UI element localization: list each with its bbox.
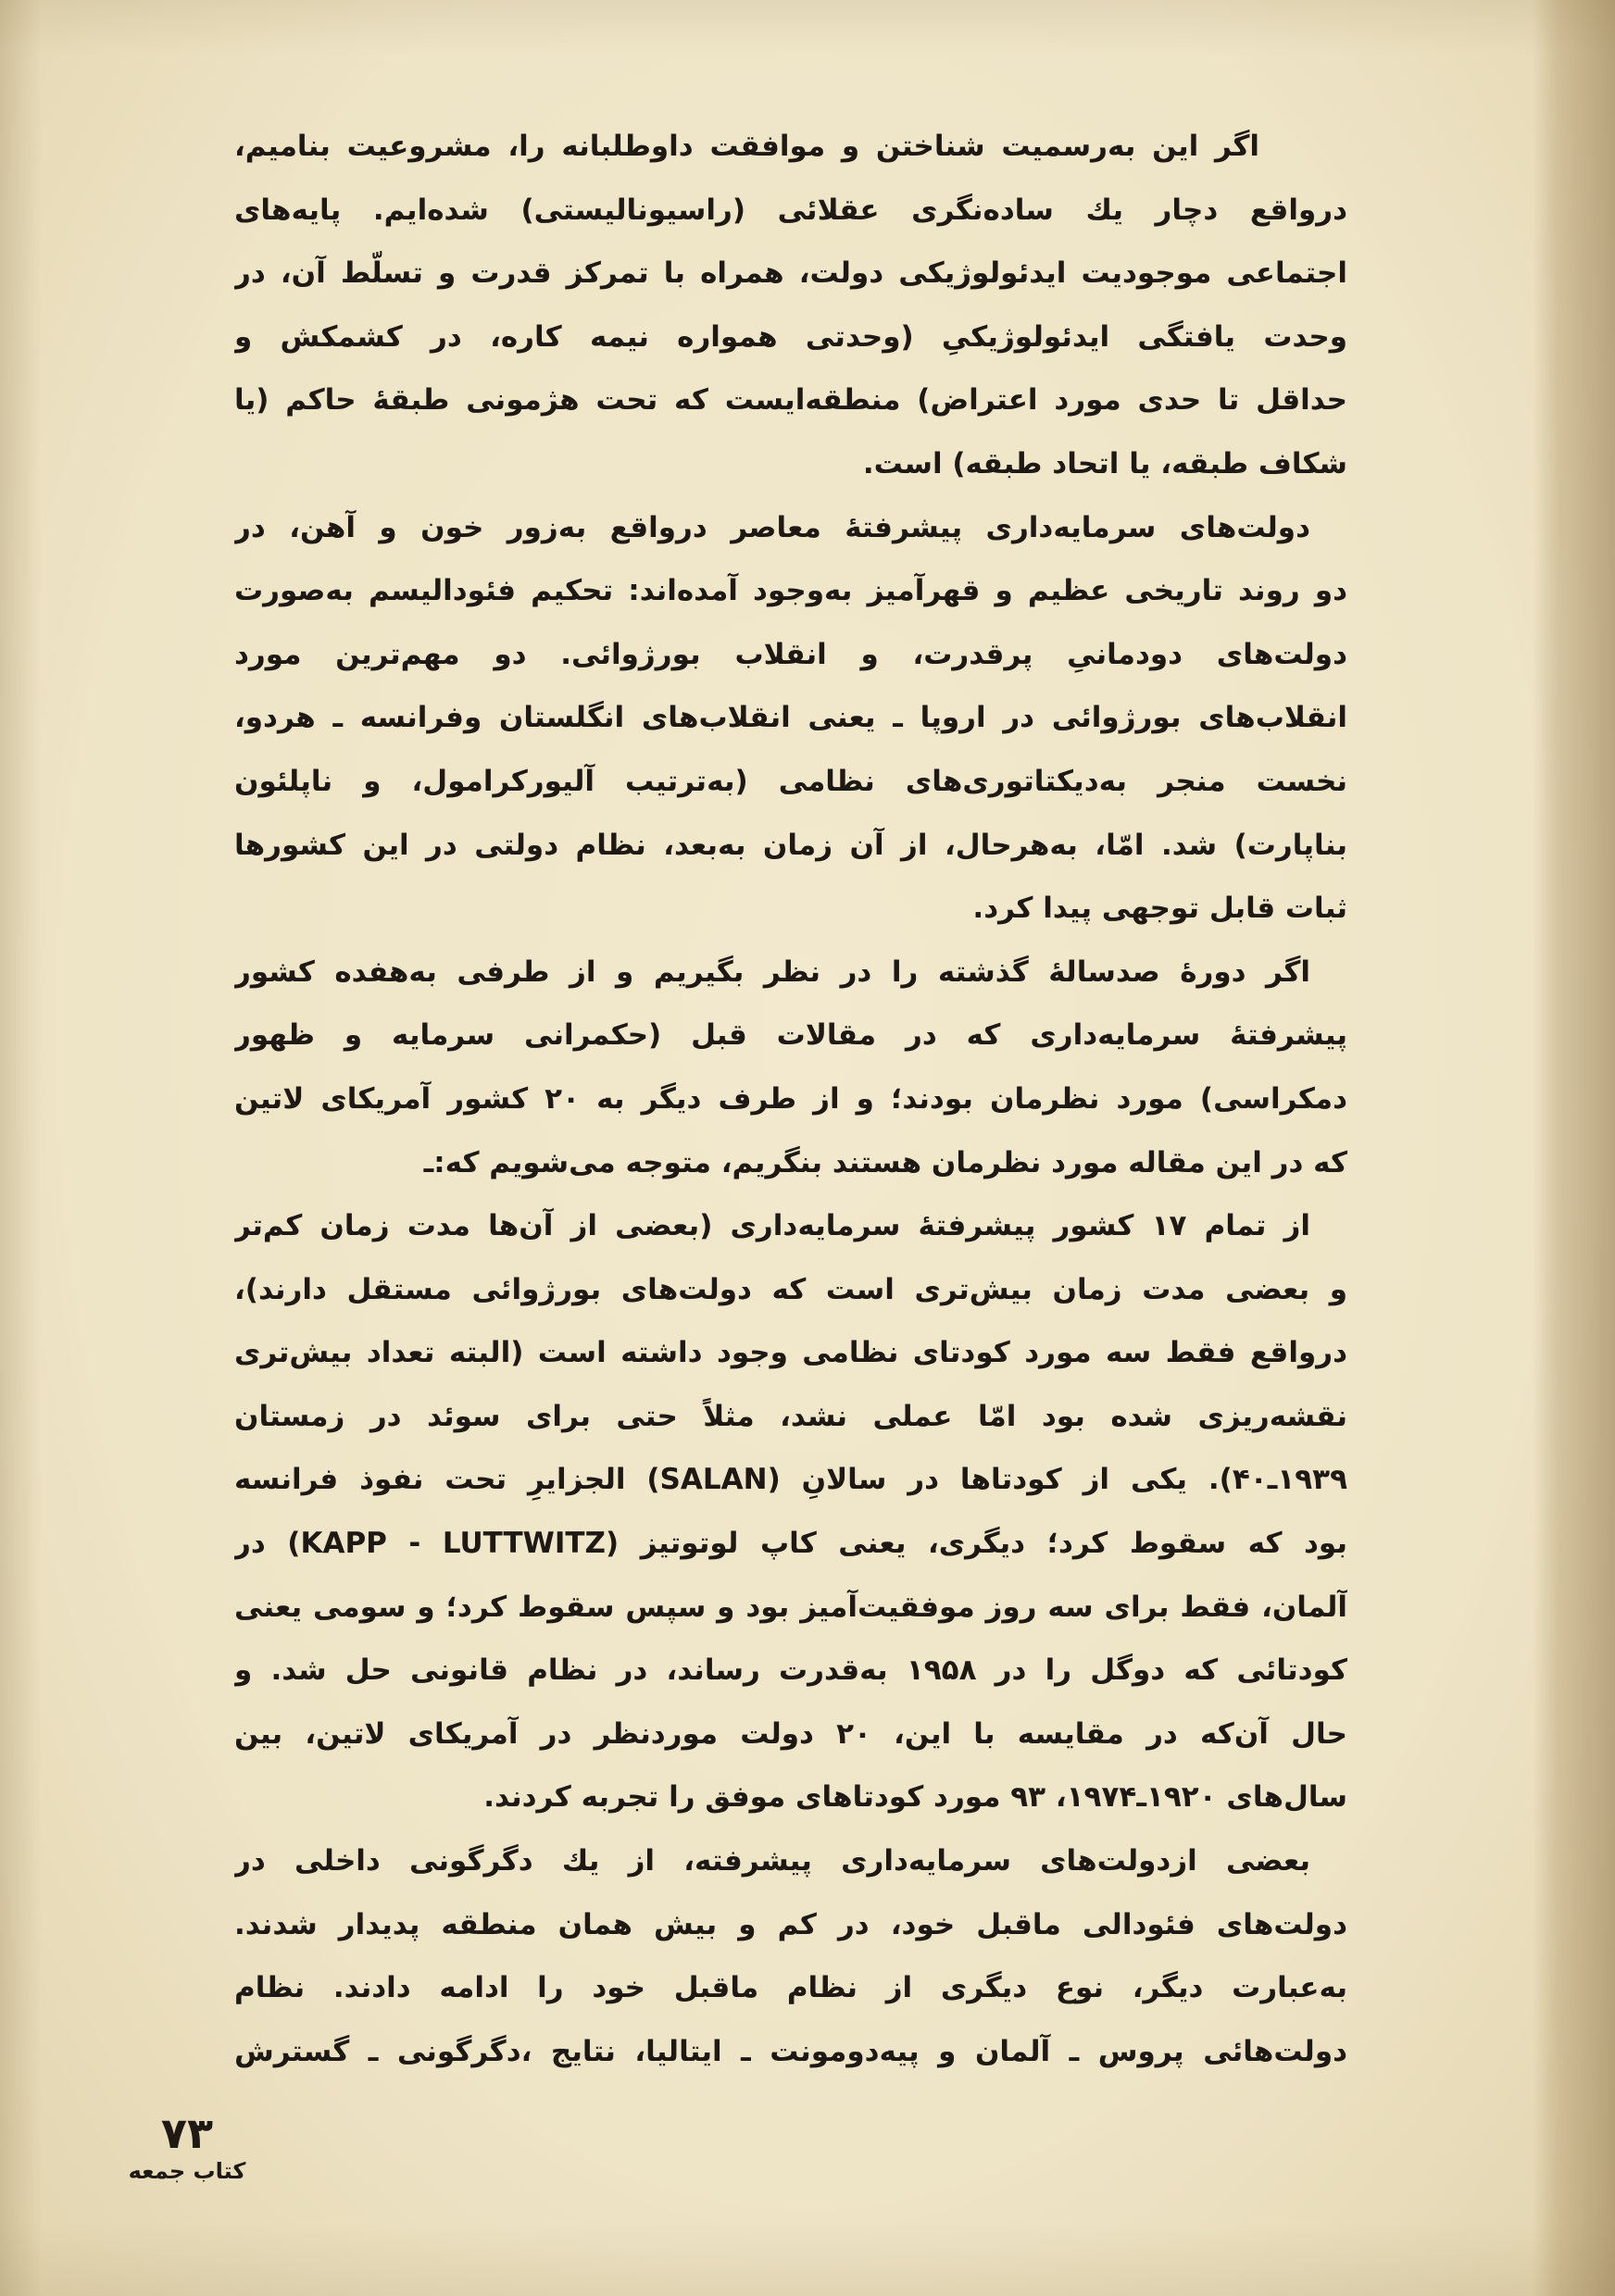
text-line: کودتائی که دوگل را در ۱۹۵۸ به‌قدرت رساند، در نظام قانونی حل شد. و	[234, 1653, 1347, 1688]
text-line: دو روند تاریخی عظیم و قهرآمیز به‌وجود آمده‌اند: تحکیم فئودالیسم به‌صورت	[234, 574, 1347, 608]
text-line: بعضی ازدولت‌های سرمایه‌داری پیشرفته، از یك دگرگونی داخلی در	[234, 1844, 1310, 1878]
paragraph	[234, 115, 1347, 496]
text-line: از تمام ۱۷ کشور پیشرفتهٔ سرمایه‌داری (بعضی از آن‌ها مدت زمان کم‌تر	[234, 1209, 1310, 1243]
text-line: دمکراسی) مورد نظرمان بودند؛ و از طرف دیگر به ۲۰ کشور آمریکای لاتین	[234, 1081, 1347, 1116]
text-line: به‌عبارت دیگر، نوع دیگری از نظام ماقبل خود را ادامه دادند. نظام	[234, 1971, 1347, 2005]
text-line: شکاف طبقه، یا اتحاد طبقه) است.	[862, 446, 1347, 480]
publication-title: کتاب جمعه	[128, 2158, 246, 2184]
text-line: وحدت یافتگی ایدئولوژیکیِ (وحدتی همواره نیمه کاره، در کشمکش و	[234, 319, 1347, 354]
text-line: آلمان، فقط برای سه روز موفقیت‌آمیز بود و سپس سقوط کرد؛ و سومی یعنی	[234, 1590, 1347, 1624]
text-line: دولت‌های سرمایه‌داری پیشرفتهٔ معاصر درواقع به‌زور خون و آهن، در	[234, 510, 1310, 544]
page-number: ۷۳	[160, 2108, 214, 2158]
text-line: اگر این به‌رسمیت شناختن و موافقت داوطلبانه را، مشروعیت بنامیم،	[234, 130, 1259, 163]
text-line: بود که سقوط کرد؛ دیگری، یعنی کاپ لوتوتیز (KAPP - LUTTWITZ) در	[234, 1527, 1347, 1561]
text-line: ۱۹۳۹ـ۴۰). یکی از کودتاها در سالانِ (SALAN) الجزایرِ تحت نفوذ فرانسه	[234, 1463, 1347, 1497]
text-line: حداقل تا حدی مورد اعتراض) منطقه‌ایست که تحت هژمونی طبقهٔ حاکم (یا	[234, 383, 1347, 418]
text-line: بناپارت) شد. امّا، به‌هرحال، از آن زمان به‌بعد، نظام دولتی در این کشورها	[234, 828, 1347, 862]
text-line: پیشرفتهٔ سرمایه‌داری که در مقالات قبل (حکمرانی سرمایه و ظهور	[234, 1018, 1347, 1053]
paragraph	[234, 941, 1347, 1194]
text-line: دولت‌های فئودالی ماقبل خود، در کم و بیش همان منطقه پدیدار شدند.	[234, 1907, 1347, 1941]
text-line: نقشه‌ریزی شده بود امّا عملی نشد، مثلاً حتی برای سوئد در زمستان	[234, 1399, 1347, 1433]
text-line: نخست منجر به‌دیکتاتوری‌های نظامی (به‌ترتیب آلیورکرامول، و ناپلئون	[234, 764, 1347, 798]
text-line: اگر دورهٔ صدسالهٔ گذشته را در نظر بگیریم و از طرفی به‌هفده کشور	[234, 955, 1310, 989]
text-line: و بعضی مدت زمان بیش‌تری است که دولت‌های بورژوائی مستقل دارند)،	[234, 1272, 1347, 1306]
paragraph	[234, 1829, 1347, 2083]
text-line: انقلاب‌های بورژوائی در اروپا ـ یعنی انقلاب‌های انگلستان وفرانسه ـ هردو،	[234, 701, 1347, 735]
text-line: ثبات قابل توجهی پیدا کرد.	[972, 892, 1347, 926]
text-line: حال آن‌که در مقایسه با این، ۲۰ دولت موردنظر در آمریکای لاتین، بین	[234, 1716, 1347, 1751]
text-line: که در این مقاله مورد نظرمان هستند بنگریم، متوجه می‌شویم که:ـ	[423, 1145, 1347, 1179]
text-line: درواقع فقط سه مورد کودتای نظامی وجود داشته است (البته تعداد بیش‌تری	[234, 1336, 1347, 1370]
text-line: اجتماعی موجودیت ایدئولوژیکی دولت، همراه با تمرکز قدرت و تسلّط آن، در	[234, 256, 1347, 291]
text-line: دولت‌های دودمانیِ پرقدرت، و انقلاب بورژوائی. دو مهم‌ترین مورد	[234, 637, 1347, 671]
text-line: درواقع دچار یك ساده‌نگری عقلائی (راسیونالیستی) شده‌ایم. پایه‌های	[234, 193, 1347, 227]
body-text	[234, 115, 1347, 2083]
text-line: سال‌های ۱۹۲۰ـ۱۹۷۴، ۹۳ مورد کودتاهای موفق را تجربه کردند.	[483, 1780, 1347, 1815]
paragraph	[234, 496, 1347, 941]
page-footer	[108, 2109, 266, 2185]
paragraph	[234, 1194, 1347, 1829]
text-line: دولت‌هائی پروس ـ آلمان و پیه‌دومونت ـ ایتالیا، نتایج ،دگرگونی ـ گسترش	[234, 2034, 1347, 2068]
